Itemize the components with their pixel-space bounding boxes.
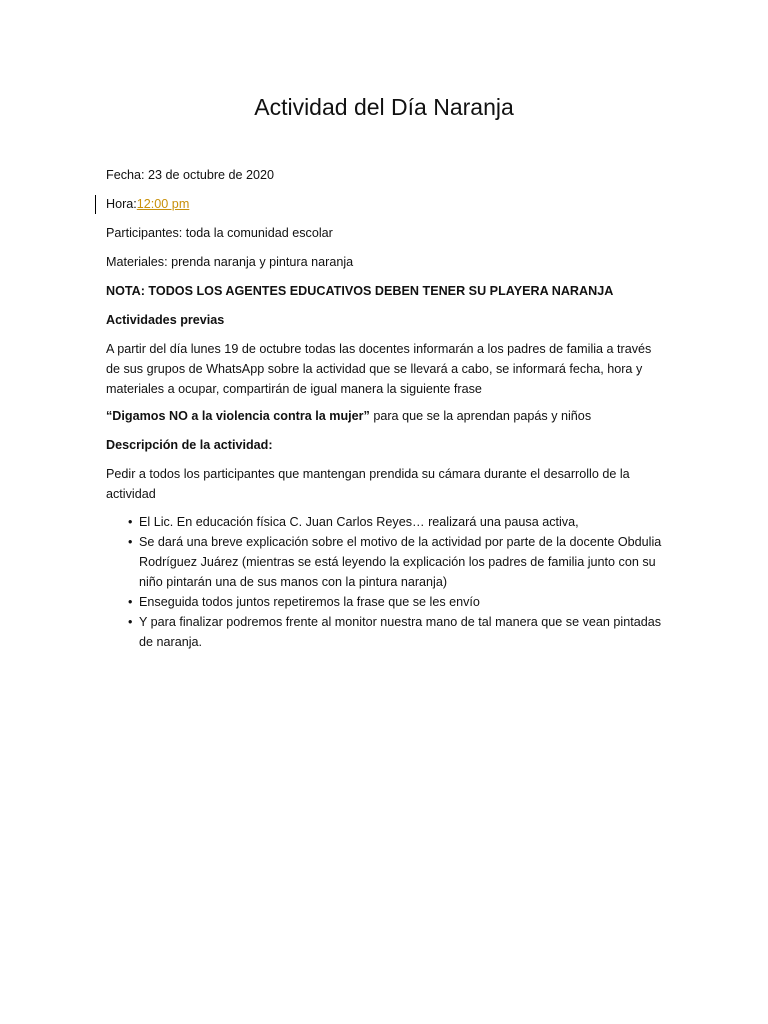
descripcion-heading: Descripción de la actividad: (106, 438, 273, 452)
frase-quote: “Digamos NO a la violencia contra la mujer” (106, 409, 370, 423)
list-item (106, 612, 662, 652)
list-item (106, 512, 662, 532)
nota-line: NOTA: TODOS LOS AGENTES EDUCATIVOS DEBEN TENER SU PLAYERA NARANJA (106, 284, 614, 298)
list-item-text: Enseguida todos juntos repetiremos la frase que se les envío (139, 595, 480, 609)
list-item-text: Y para finalizar podremos frente al monitor nuestra mano de tal manera que se vean pintadas de naranja. (139, 615, 662, 649)
bullet-icon: • (128, 615, 133, 629)
document-title: Actividad del Día Naranja (254, 94, 514, 120)
bullet-list (106, 512, 662, 652)
text-cursor (95, 195, 96, 214)
hora-value-link[interactable]: 12:00 pm (136, 197, 190, 211)
hora-line (106, 194, 662, 214)
bullet-icon: • (128, 515, 133, 529)
participantes-line: Participantes: toda la comunidad escolar (106, 226, 333, 240)
bullet-icon: • (128, 595, 133, 609)
materiales-line: Materiales: prenda naranja y pintura naranja (106, 255, 354, 269)
descripcion-paragraph: Pedir a todos los participantes que mantengan prendida su cámara durante el desarrollo de la actividad (106, 467, 630, 501)
list-item (106, 592, 662, 612)
frase-rest: para que se la aprendan papás y niños (369, 409, 592, 423)
frase-line (106, 406, 662, 426)
fecha-line: Fecha: 23 de octubre de 2020 (106, 168, 275, 182)
list-item (106, 532, 662, 592)
bullet-icon: • (128, 535, 133, 549)
hora-label: Hora: (106, 197, 137, 211)
list-item-text: El Lic. En educación física C. Juan Carlos Reyes… realizará una pausa activa, (139, 515, 579, 529)
actividades-previas-paragraph: A partir del día lunes 19 de octubre todas las docentes informarán a los padres de familia a través de sus grupos de WhatsApp sobre la actividad que se llevará a cabo, se informará fecha, hora y materiales a ocupar, compartirán de igual manera la siguiente frase (106, 342, 652, 396)
actividades-previas-heading: Actividades previas (106, 313, 225, 327)
list-item-text: Se dará una breve explicación sobre el motivo de la actividad por parte de la docente Obdulia Rodríguez Juárez (mientras se está leyendo la explicación los padres de familia junto con su niño pintarán una de sus manos con la pintura naranja) (139, 535, 662, 589)
